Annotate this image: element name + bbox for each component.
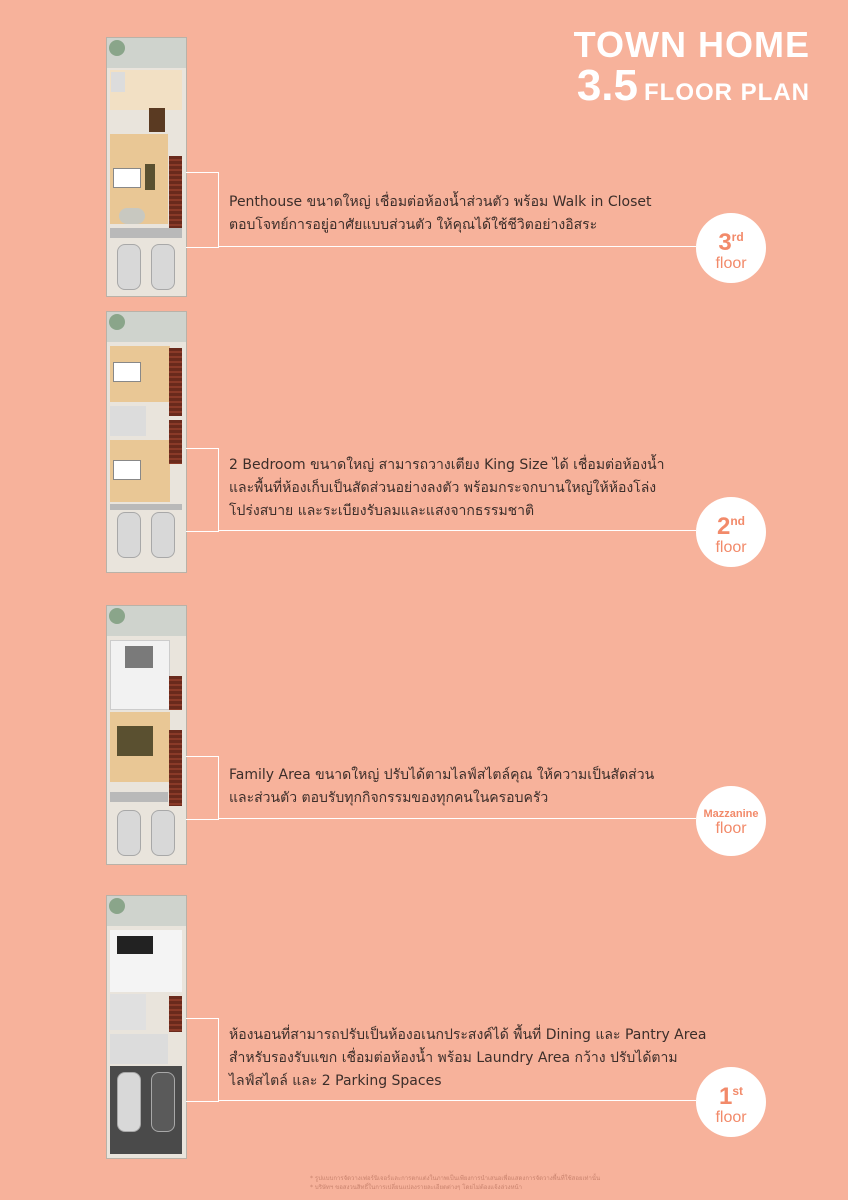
page-title xyxy=(574,26,810,118)
floor-plan-1st xyxy=(107,896,186,1158)
footnote: * รูปแบบการจัดวางเฟอร์นิเจอร์และการตกแต่งในภาพเป็นเพียงการนำเสนอเพื่อแสดงการจัดวางพื้นที่ใช้สอยเท่านั้น * บริษัทฯ ขอสงวนสิทธิ์ในการเปลี่ยนแปลงรายละเอียดต่างๆ โดยไม่ต้องแจ้งล่วงหน้า xyxy=(310,1175,601,1191)
tree-icon xyxy=(109,608,125,624)
floor-plan-2nd xyxy=(107,312,186,572)
description-1st: ห้องนอนที่สามารถปรับเป็นห้องอเนกประสงค์ได้ พื้นที่ Dining และ Pantry Area สำหรับรองรับแขก เชื่อมต่อห้องน้ำ พร้อม Laundry Area กว้าง ปรับได้ตาม ไลฟ์สไตล์ และ 2 Parking Spaces xyxy=(229,1027,707,1089)
connector-line-mezzanine xyxy=(186,756,219,820)
description-2nd: 2 Bedroom ขนาดใหญ่ สามารถวางเตียง King Size ได้ เชื่อมต่อห้องน้ำ และพื้นที่ห้องเก็บเป็นสัดส่วนอย่างลงตัว พร้อมกระจกบานใหญ่ให้ห้องโล่ง โปร่งสบาย และระเบียงรับลมและแสงจากธรรมชาติ xyxy=(229,457,665,519)
tree-icon xyxy=(109,40,125,56)
floor-badge-mezzanine: Mazzanine floor xyxy=(696,786,766,856)
tree-icon xyxy=(109,898,125,914)
tree-icon xyxy=(109,314,125,330)
connector-line-2nd xyxy=(186,448,219,532)
connector-line-3rd xyxy=(186,172,219,248)
description-mezzanine: Family Area ขนาดใหญ่ ปรับได้ตามไลฟ์สไตล์คุณ ให้ความเป็นสัดส่วน และส่วนตัว ตอบรับทุกกิจกรรมของทุกคนในครอบครัว xyxy=(229,767,655,806)
floor-badge-2nd: 2nd floor xyxy=(696,497,766,567)
title-line2: FLOOR PLAN xyxy=(644,79,810,106)
description-3rd: Penthouse ขนาดใหญ่ เชื่อมต่อห้องน้ำส่วนตัว พร้อม Walk in Closet ตอบโจทย์การอยู่อาศัยแบบส่วนตัว ให้คุณได้ใช้ชีวิตอย่างอิสระ xyxy=(229,194,652,233)
floor-plan-3rd xyxy=(107,38,186,296)
title-number: 3.5 xyxy=(576,61,638,110)
connector-line-1st xyxy=(186,1018,219,1102)
floor-plan-mezzanine xyxy=(107,606,186,864)
floor-badge-1st: 1st floor xyxy=(696,1067,766,1137)
title-line1: TOWN HOME xyxy=(573,24,810,65)
floor-badge-3rd: 3rd floor xyxy=(696,213,766,283)
